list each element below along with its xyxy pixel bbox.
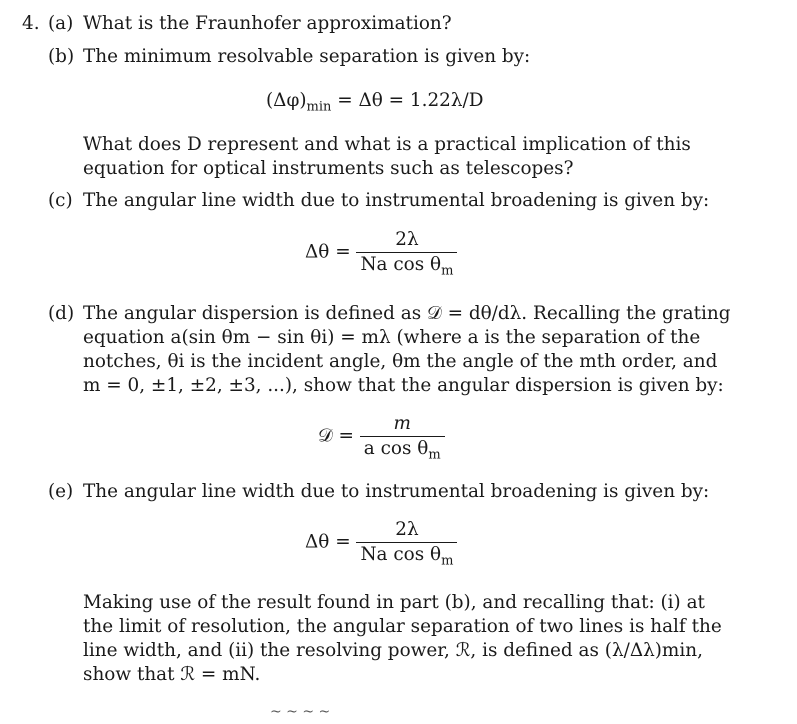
part-d-line3: notches, θi is the incident angle, θm the angle of the mth order, and xyxy=(83,351,718,372)
equation-b xyxy=(266,89,483,113)
equation-b-lhs: (Δφ) xyxy=(266,90,307,111)
equation-d xyxy=(318,412,445,461)
equation-c-numerator: 2λ xyxy=(395,229,419,250)
part-e-line2: the limit of resolution, the angular separation of two lines is half the xyxy=(83,616,722,637)
part-b-followup-line2: equation for optical instruments such as telescopes? xyxy=(83,158,574,179)
equation-d-lhs: 𝒟 = xyxy=(318,425,354,447)
part-b-label: (b) xyxy=(48,46,75,67)
equation-c xyxy=(305,228,457,277)
part-d-line1: The angular dispersion is defined as 𝒟 = dθ/dλ. Recalling the grating xyxy=(83,303,731,324)
part-c-label: (c) xyxy=(48,190,73,211)
part-d-line2: equation a(sin θm − sin θi) = mλ (where a is the separation of the xyxy=(83,327,701,348)
part-c-text: The angular line width due to instrumental broadening is given by: xyxy=(83,190,710,211)
part-a-label: (a) xyxy=(48,13,74,34)
part-b-followup-line1: What does D represent and what is a practical implication of this xyxy=(83,134,691,155)
equation-d-fraction xyxy=(360,412,445,461)
equation-e-lhs: Δθ = xyxy=(305,531,351,553)
equation-d-numerator: m xyxy=(393,413,411,434)
equation-e-fraction xyxy=(356,518,457,567)
equation-c-denominator: Na $\cos \theta_m$ xyxy=(356,252,457,277)
part-d-line4: m = 0, ±1, ±2, ±3, ...), show that the angular dispersion is given by: xyxy=(83,375,724,396)
cut-off-next-line: ~ ~ ~ ~ xyxy=(270,704,331,720)
equation-b-lhs-sub: min xyxy=(306,99,332,115)
equation-e-numerator: 2λ xyxy=(395,519,419,540)
part-e-line1: Making use of the result found in part (b), and recalling that: (i) at xyxy=(83,592,705,613)
equation-e xyxy=(305,518,457,567)
question-number: 4. xyxy=(22,13,40,34)
equation-e-denominator: Na $\cos \theta_m$ xyxy=(356,542,457,567)
part-d-label: (d) xyxy=(48,303,75,324)
part-b-text: The minimum resolvable separation is given by: xyxy=(83,46,531,67)
part-e-line3: line width, and (ii) the resolving power, ℛ, is defined as (λ/Δλ)min, xyxy=(83,640,703,661)
equation-c-fraction xyxy=(356,228,457,277)
equation-d-denominator: a $\cos \theta_m$ xyxy=(360,436,445,461)
part-e-line4: show that ℛ = mN. xyxy=(83,664,261,685)
equation-b-rhs: = Δθ = 1.22λ/D xyxy=(331,90,484,111)
equation-c-lhs: Δθ = xyxy=(305,241,351,263)
part-e-text: The angular line width due to instrumental broadening is given by: xyxy=(83,481,710,502)
part-a-text: What is the Fraunhofer approximation? xyxy=(83,13,452,34)
part-e-label: (e) xyxy=(48,481,74,502)
